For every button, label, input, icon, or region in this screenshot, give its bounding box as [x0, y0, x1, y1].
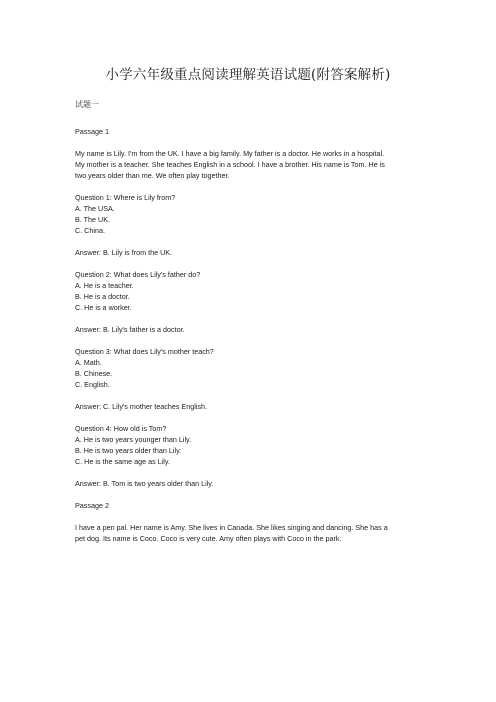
question-text: Question 1: Where is Lily from?: [75, 193, 176, 202]
option-a: A. Math.: [75, 358, 102, 367]
passage-1-heading: Passage 1: [75, 127, 109, 136]
option-b: B. Chinese.: [75, 369, 113, 378]
question-block: [75, 346, 435, 412]
document-title: 小学六年级重点阅读理解英语试题(附答案解析): [105, 67, 391, 83]
section-label: 试题一: [75, 100, 99, 109]
option-b: B. He is a doctor.: [75, 292, 130, 301]
option-a: A. The USA.: [75, 204, 115, 213]
option-c: C. China.: [75, 226, 105, 235]
question-block: [75, 423, 435, 489]
passage-1-text: [75, 148, 435, 181]
passage-2-heading: Passage 2: [75, 501, 109, 510]
answer-text: Answer: B. Tom is two years older than Lily.: [75, 479, 214, 488]
question-text: Question 3: What does Lily's mother teach?: [75, 347, 214, 356]
passage-line: My name is Lily. I'm from the UK. I have a big family. My father is a doctor. He works in a hospital.: [75, 149, 385, 158]
question-block: [75, 269, 435, 335]
option-c: C. He is the same age as Lily.: [75, 457, 170, 466]
question-text: Question 2: What does Lily's father do?: [75, 270, 201, 279]
passage-line: I have a pen pal. Her name is Amy. She lives in Canada. She likes singing and dancing. She has a: [75, 523, 388, 532]
passage-line: two years older than me. We often play together.: [75, 171, 230, 180]
answer-text: Answer: C. Lily's mother teaches English.: [75, 402, 208, 411]
answer-text: Answer: B. Lily is from the UK.: [75, 248, 173, 257]
document-body: [75, 126, 435, 544]
option-a: A. He is two years younger than Lily.: [75, 435, 192, 444]
answer-text: Answer: B. Lily's father is a doctor.: [75, 325, 185, 334]
option-b: B. The UK.: [75, 215, 111, 224]
option-c: C. He is a worker.: [75, 303, 132, 312]
passage-line: pet dog. Its name is Coco. Coco is very cute. Amy often plays with Coco in the park.: [75, 534, 342, 543]
passage-line: My mother is a teacher. She teaches English in a school. I have a brother. His name is Tom. He is: [75, 160, 385, 169]
question-text: Question 4: How old is Tom?: [75, 424, 167, 433]
passage-2-text: [75, 522, 435, 544]
option-c: C. English.: [75, 380, 110, 389]
option-a: A. He is a teacher.: [75, 281, 134, 290]
question-block: [75, 192, 435, 258]
option-b: B. He is two years older than Lily.: [75, 446, 182, 455]
